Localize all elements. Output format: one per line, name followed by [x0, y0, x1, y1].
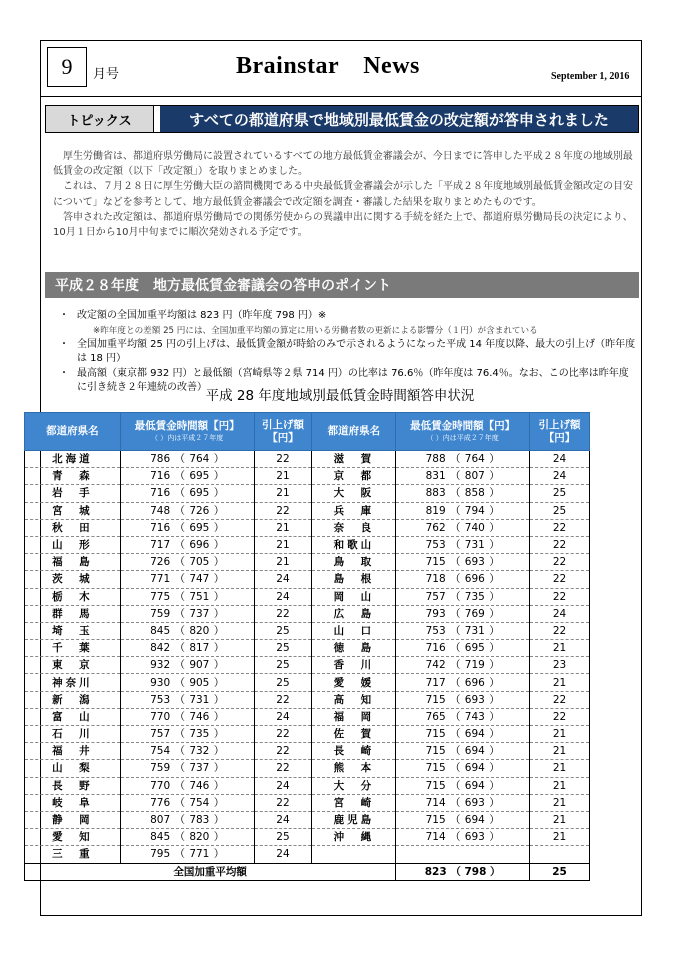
pref-cell: 広 島 [312, 605, 396, 622]
wage-cell: 771 （ 747 ） [120, 571, 254, 588]
pref-cell: 埼 玉 [25, 622, 121, 639]
pref-cell: 岐 阜 [25, 794, 121, 811]
raise-cell: 22 [530, 554, 590, 571]
pref-cell: 奈 良 [312, 519, 396, 536]
table-row [25, 468, 590, 485]
raise-cell: 21 [530, 674, 590, 691]
raise-cell: 24 [254, 777, 312, 794]
wage-cell: 715 （ 694 ） [396, 726, 530, 743]
raise-cell: 21 [530, 777, 590, 794]
wage-cell: 770 （ 746 ） [120, 777, 254, 794]
points-list [53, 309, 637, 396]
raise-cell: 21 [254, 519, 312, 536]
pref-cell: 新 潟 [25, 691, 121, 708]
raise-cell: 21 [530, 760, 590, 777]
raise-cell: 24 [254, 846, 312, 863]
raise-cell: 21 [530, 811, 590, 828]
issue-date: September 1, 2016 [551, 71, 630, 82]
empty-cell [530, 846, 590, 863]
wage-cell: 776 （ 754 ） [120, 794, 254, 811]
bullet-mark: ・ [59, 367, 69, 379]
wage-cell: 714 （ 693 ） [396, 829, 530, 846]
table-row [25, 743, 590, 760]
intro-paragraph: これは、７月２８日に厚生労働大臣の諮問機関である中央最低賃金審議会が示した「平成２８年度地域別最低賃金額改定の目安について」などを参考として、地方最低賃金審議会で改定額を調査・審議した結果を取りまとめたものです。 [53, 181, 633, 208]
raise-cell: 22 [530, 622, 590, 639]
raise-cell: 24 [254, 588, 312, 605]
table-row [25, 708, 590, 725]
raise-cell: 25 [254, 674, 312, 691]
pref-cell: 熊 本 [312, 760, 396, 777]
table-row [25, 811, 590, 828]
wage-cell: 762 （ 740 ） [396, 519, 530, 536]
wage-cell: 753 （ 731 ） [396, 536, 530, 553]
raise-cell: 25 [254, 640, 312, 657]
raise-cell: 21 [254, 485, 312, 502]
wage-cell: 788 （ 764 ） [396, 451, 530, 468]
wage-cell: 932 （ 907 ） [120, 657, 254, 674]
raise-cell: 24 [254, 708, 312, 725]
raise-cell: 21 [530, 640, 590, 657]
raise-cell: 21 [530, 726, 590, 743]
table-row [25, 726, 590, 743]
table-title: 平成 28 年度地域別最低賃金時間額答申状況 [205, 388, 475, 404]
topic-label: トピックス [46, 106, 154, 132]
wage-cell: 717 （ 696 ） [120, 536, 254, 553]
raise-cell: 21 [254, 554, 312, 571]
bullet-mark: ・ [59, 338, 69, 350]
pref-cell: 徳 島 [312, 640, 396, 657]
intro-paragraph: 答申された改定額は、都道府県労働局での関係労使からの異議申出に関する手続を経た上で、都道府県労働局長の決定により、10月１日から10月中旬までに順次発効される予定です。 [53, 211, 633, 239]
raise-cell: 24 [254, 571, 312, 588]
total-raise: 25 [530, 863, 590, 880]
wage-cell: 793 （ 769 ） [396, 605, 530, 622]
wage-cell: 716 （ 695 ） [396, 640, 530, 657]
raise-cell: 22 [254, 743, 312, 760]
empty-cell [396, 846, 530, 863]
wage-cell: 715 （ 694 ） [396, 777, 530, 794]
topic-title: すべての都道府県で地域別最低賃金の改定額が答申されました [160, 106, 638, 132]
table-row [25, 554, 590, 571]
pref-cell: 山 口 [312, 622, 396, 639]
pref-cell: 滋 賀 [312, 451, 396, 468]
pref-cell: 長 野 [25, 777, 121, 794]
pref-cell: 福 岡 [312, 708, 396, 725]
raise-cell: 21 [254, 536, 312, 553]
table-header-row [25, 413, 590, 451]
pref-cell: 茨 城 [25, 571, 121, 588]
raise-cell: 22 [254, 726, 312, 743]
wage-cell: 715 （ 694 ） [396, 743, 530, 760]
pref-cell: 山 形 [25, 536, 121, 553]
raise-cell: 21 [254, 468, 312, 485]
pref-cell: 山 梨 [25, 760, 121, 777]
wage-cell: 775 （ 751 ） [120, 588, 254, 605]
table-row [25, 777, 590, 794]
raise-cell: 22 [254, 605, 312, 622]
pref-cell: 兵 庫 [312, 502, 396, 519]
pref-cell: 栃 木 [25, 588, 121, 605]
wage-cell: 717 （ 696 ） [396, 674, 530, 691]
pref-cell: 香 川 [312, 657, 396, 674]
raise-cell: 22 [254, 691, 312, 708]
raise-cell: 21 [530, 743, 590, 760]
pref-cell: 沖 縄 [312, 829, 396, 846]
table-row [25, 485, 590, 502]
raise-cell: 22 [530, 519, 590, 536]
wage-cell: 770 （ 746 ） [120, 708, 254, 725]
pref-cell: 青 森 [25, 468, 121, 485]
wage-cell: 715 （ 694 ） [396, 760, 530, 777]
raise-cell: 22 [530, 691, 590, 708]
pref-cell: 静 岡 [25, 811, 121, 828]
column-header-raise: 引上げ額【円】 [530, 413, 590, 451]
raise-cell: 25 [530, 485, 590, 502]
pref-cell: 和歌山 [312, 536, 396, 553]
point-item [53, 338, 637, 367]
wage-cell: 757 （ 735 ） [120, 726, 254, 743]
wage-cell: 716 （ 695 ） [120, 519, 254, 536]
raise-cell: 22 [254, 451, 312, 468]
pref-cell: 大 阪 [312, 485, 396, 502]
issue-number: 9 [47, 47, 87, 87]
table-row [25, 519, 590, 536]
wage-cell: 759 （ 737 ） [120, 605, 254, 622]
raise-cell: 21 [530, 829, 590, 846]
table-row [25, 605, 590, 622]
pref-cell: 北海道 [25, 451, 121, 468]
wage-cell: 845 （ 820 ） [120, 622, 254, 639]
raise-cell: 25 [254, 622, 312, 639]
pref-cell: 福 井 [25, 743, 121, 760]
wage-cell: 795 （ 771 ） [120, 846, 254, 863]
wage-cell: 742 （ 719 ） [396, 657, 530, 674]
raise-cell: 25 [254, 657, 312, 674]
table-row [25, 640, 590, 657]
pref-cell: 愛 知 [25, 829, 121, 846]
table-row [25, 794, 590, 811]
pref-cell: 岡 山 [312, 588, 396, 605]
table-row [25, 571, 590, 588]
raise-cell: 22 [254, 760, 312, 777]
wage-cell: 759 （ 737 ） [120, 760, 254, 777]
raise-cell: 23 [530, 657, 590, 674]
wage-cell: 845 （ 820 ） [120, 829, 254, 846]
table-row [25, 691, 590, 708]
pref-cell: 長 崎 [312, 743, 396, 760]
pref-cell: 福 島 [25, 554, 121, 571]
pref-cell: 大 分 [312, 777, 396, 794]
table-row [25, 588, 590, 605]
pref-cell: 群 馬 [25, 605, 121, 622]
intro-paragraph: 厚生労働省は、都道府県労働局に設置されているすべての地方最低賃金審議会が、今日までに答申した平成２８年度の地域別最低賃金の改定額（以下「改定額」）を取りまとめました。 [53, 151, 633, 178]
pref-cell: 高 知 [312, 691, 396, 708]
pref-cell: 東 京 [25, 657, 121, 674]
pref-cell: 宮 崎 [312, 794, 396, 811]
wage-cell: 715 （ 694 ） [396, 811, 530, 828]
intro-text [53, 149, 633, 240]
raise-cell: 21 [530, 794, 590, 811]
pref-cell: 三 重 [25, 846, 121, 863]
wage-cell: 753 （ 731 ） [396, 622, 530, 639]
table-row [25, 657, 590, 674]
column-header-wage: 最低賃金時間額【円】 （ ）内は平成２７年度 [120, 413, 254, 451]
point-note: ※昨年度との差額 25 円には、全国加重平均額の算定に用いる労働者数の更新による影響分（１円）が含まれている [93, 325, 538, 336]
empty-cell [312, 846, 396, 863]
wage-cell: 753 （ 731 ） [120, 691, 254, 708]
table-row [25, 451, 590, 468]
raise-cell: 22 [254, 502, 312, 519]
bullet-mark: ・ [59, 310, 69, 321]
raise-cell: 24 [530, 451, 590, 468]
pref-cell: 佐 賀 [312, 726, 396, 743]
wage-cell: 716 （ 695 ） [120, 468, 254, 485]
column-header-raise: 引上げ額【円】 [254, 413, 312, 451]
masthead-title: Brainstar News [236, 53, 420, 79]
wage-cell: 757 （ 735 ） [396, 588, 530, 605]
total-wage: 823 （ 798 ） [396, 863, 530, 880]
wage-cell: 754 （ 732 ） [120, 743, 254, 760]
raise-cell: 22 [530, 588, 590, 605]
raise-cell: 25 [530, 502, 590, 519]
column-header-wage: 最低賃金時間額【円】 （ ）内は平成２７年度 [396, 413, 530, 451]
wage-cell: 718 （ 696 ） [396, 571, 530, 588]
table-row [25, 674, 590, 691]
wage-cell: 842 （ 817 ） [120, 640, 254, 657]
table-row [25, 502, 590, 519]
wage-cell: 831 （ 807 ） [396, 468, 530, 485]
raise-cell: 22 [254, 794, 312, 811]
pref-cell: 石 川 [25, 726, 121, 743]
table-row [25, 846, 590, 863]
wage-cell: 883 （ 858 ） [396, 485, 530, 502]
wage-cell: 726 （ 705 ） [120, 554, 254, 571]
raise-cell: 22 [530, 708, 590, 725]
total-row [25, 863, 590, 880]
pref-cell: 島 根 [312, 571, 396, 588]
wage-table [24, 412, 590, 881]
point-text: 全国加重平均額 25 円の引上げは、最低賃金額が時給のみで示されるようになった平成 14 年度以降、最大の引上げ（昨年度は 18 円） [77, 338, 636, 365]
column-header-pref: 都道府県名 [312, 413, 396, 451]
section-title: 平成２８年度 地方最低賃金審議会の答申のポイント [45, 272, 639, 298]
column-header-pref: 都道府県名 [25, 413, 121, 451]
raise-cell: 22 [530, 536, 590, 553]
pref-cell: 秋 田 [25, 519, 121, 536]
wage-cell: 930 （ 905 ） [120, 674, 254, 691]
wage-cell: 716 （ 695 ） [120, 485, 254, 502]
table-row [25, 622, 590, 639]
raise-cell: 25 [254, 829, 312, 846]
pref-cell: 宮 城 [25, 502, 121, 519]
table-row [25, 760, 590, 777]
pref-cell: 鳥 取 [312, 554, 396, 571]
raise-cell: 24 [530, 468, 590, 485]
point-text: 最高額（東京都 932 円）と最低額（宮崎県等２県 714 円）の比率は 76.6％（昨年度は 76.4％。なお、この比率は昨年度に引き続き２年連続の改善） [77, 367, 629, 394]
pref-cell: 富 山 [25, 708, 121, 725]
wage-cell: 748 （ 726 ） [120, 502, 254, 519]
point-text: 改定額の全国加重平均額は 823 円（昨年度 798 円）※ [77, 310, 327, 321]
topic-bar [45, 105, 639, 133]
wage-cell: 715 （ 693 ） [396, 691, 530, 708]
wage-cell: 714 （ 693 ） [396, 794, 530, 811]
pref-cell: 京 都 [312, 468, 396, 485]
wage-cell: 819 （ 794 ） [396, 502, 530, 519]
raise-cell: 22 [530, 571, 590, 588]
pref-cell: 千 葉 [25, 640, 121, 657]
pref-cell: 岩 手 [25, 485, 121, 502]
point-item [53, 309, 637, 324]
wage-cell: 807 （ 783 ） [120, 811, 254, 828]
pref-cell: 鹿児島 [312, 811, 396, 828]
raise-cell: 24 [254, 811, 312, 828]
newsletter-header [41, 41, 641, 97]
issue-unit: 月号 [93, 67, 120, 82]
total-label: 全国加重平均額 [25, 863, 396, 880]
pref-cell: 神奈川 [25, 674, 121, 691]
raise-cell: 24 [530, 605, 590, 622]
pref-cell: 愛 媛 [312, 674, 396, 691]
wage-cell: 715 （ 693 ） [396, 554, 530, 571]
wage-cell: 765 （ 743 ） [396, 708, 530, 725]
table-row [25, 829, 590, 846]
wage-cell: 786 （ 764 ） [120, 451, 254, 468]
table-row [25, 536, 590, 553]
